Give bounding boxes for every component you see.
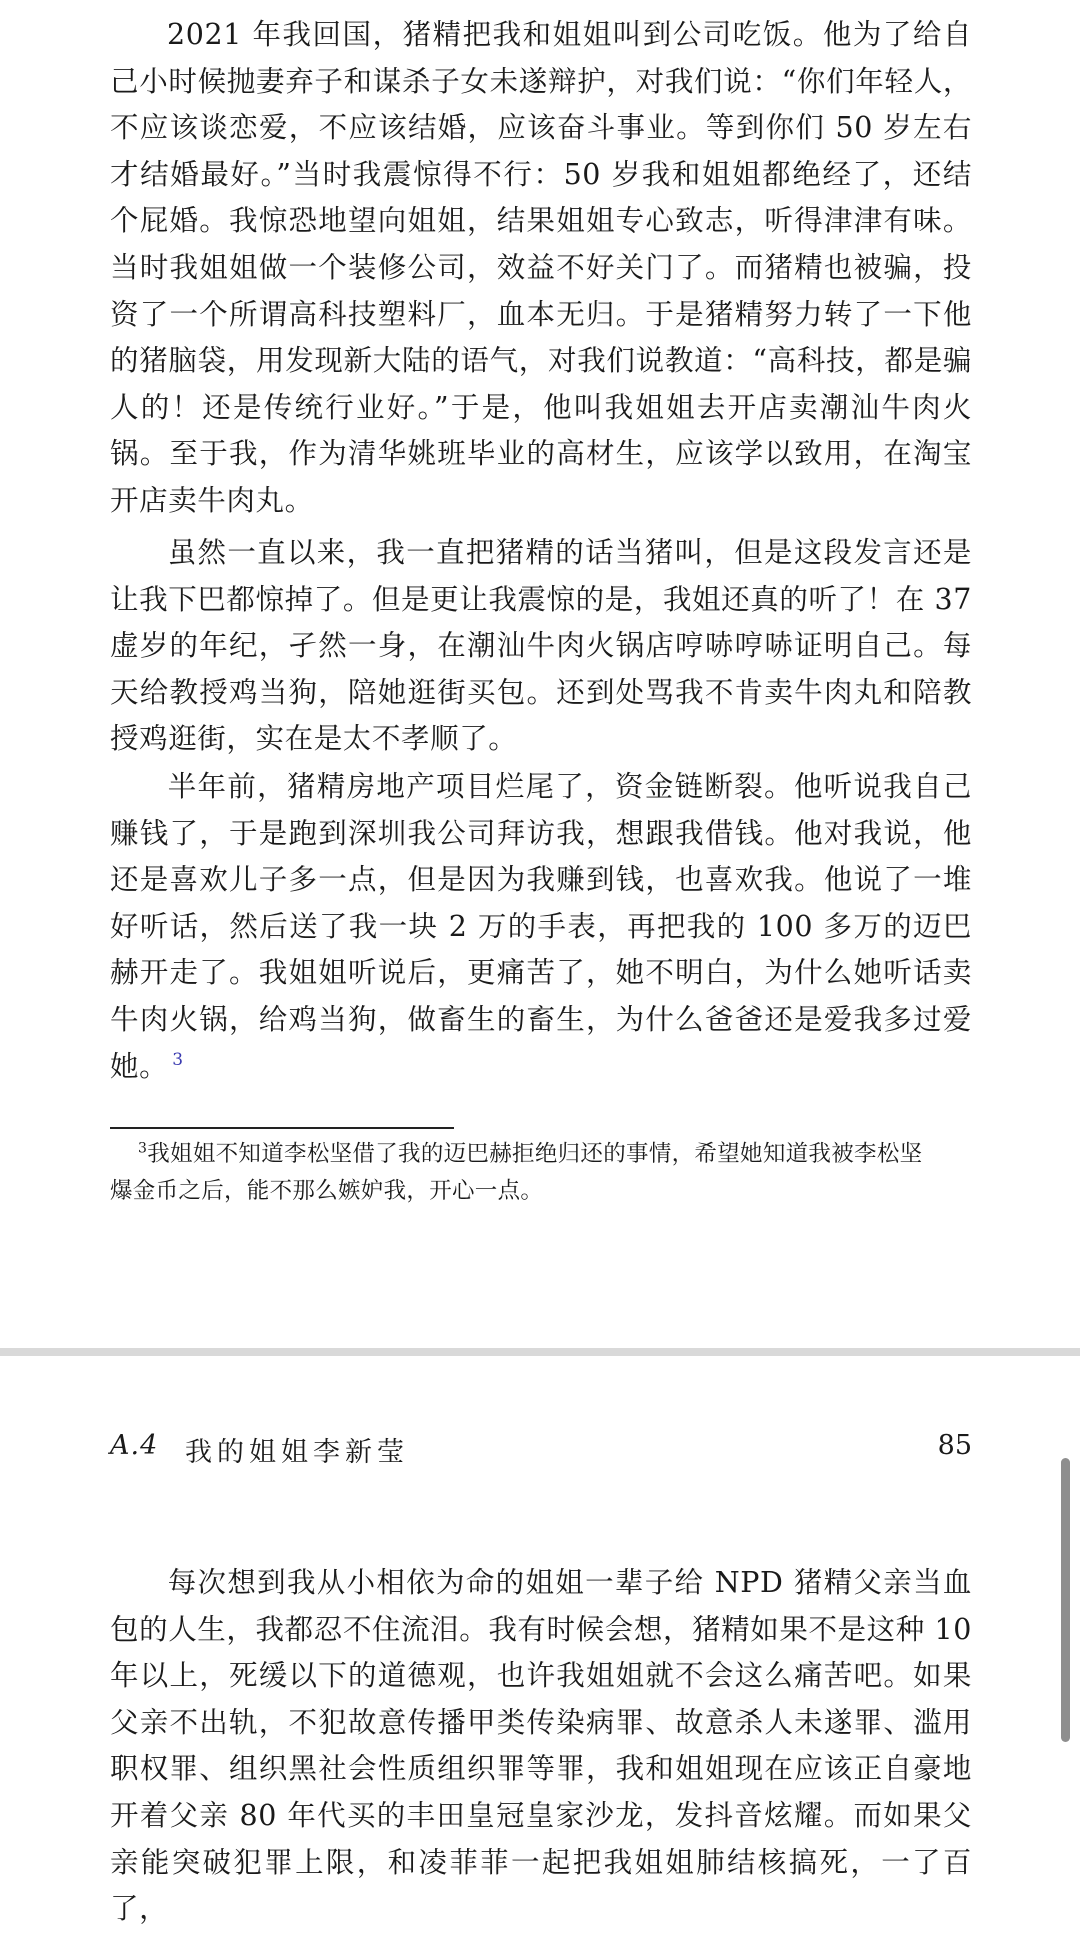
body-paragraph-1	[110, 12, 972, 525]
body-paragraph-3	[110, 764, 972, 1090]
footnote-line-2: 爆金币之后，能不那么嫉妒我，开心一点。	[110, 1178, 544, 1204]
footnote-reference-link[interactable]: 3	[172, 1050, 184, 1071]
paragraph-text: 2021 年我回国，猪精把我和姐姐叫到公司吃饭。他为了给自己小时候抛妻弃子和谋杀子女未遂辩护，对我们说：“你们年轻人，不应该谈恋爱，不应该结婚，应该奋斗事业。等到你们 50 岁左右才结婚最好。”当时我震惊得不行：50 岁我和姐姐都绝经了，还结个屁婚。我惊恐地望向姐姐，结果姐姐专心致志，听得津津有味。当时我姐姐做一个装修公司，效益不好关门了。而猪精也被骗，投资了一个所谓高科技塑料厂，血本无归。于是猪精努力转了一下他的猪脑袋，用发现新大陆的语气，对我们说教道：“高科技，都是骗人的！还是传统行业好。”于是，他叫我姐姐去开店卖潮汕牛肉火锅。至于我，作为清华姚班毕业的高材生，应该学以致用，在淘宝开店卖牛肉丸。	[110, 18, 972, 517]
running-head	[110, 1430, 972, 1466]
paragraph-text: 每次想到我从小相依为命的姐姐一辈子给 NPD 猪精父亲当血包的人生，我都忍不住流泪。我有时候会想，猪精如果不是这种 10 年以上，死缓以下的道德观，也许我姐姐就不会这么痛苦吧。如果父亲不出轨，不犯故意传播甲类传染病罪、故意杀人未遂罪、滥用职权罪、组织黑社会性质组织罪等罪，我和姐姐现在应该正自豪地开着父亲 80 年代买的丰田皇冠皇家沙龙，发抖音炫耀。而如果父亲能突破犯罪上限，和凌菲菲一起把我姐姐肺结核搞死，一了百了，	[110, 1566, 972, 1926]
footnote-divider	[110, 1127, 454, 1129]
footnote-line-1: 我姐姐不知道李松坚借了我的迈巴赫拒绝归还的事情，希望她知道我被李松坚	[147, 1141, 923, 1167]
body-paragraph-2	[110, 530, 972, 763]
footnote-mark: 3	[138, 1140, 148, 1157]
footnote	[110, 1136, 974, 1210]
scrollbar-thumb[interactable]	[1061, 1458, 1070, 1742]
page-separator	[0, 1348, 1080, 1356]
section-title: 我的姐姐李新莹	[185, 1437, 409, 1468]
section-number: A.4	[110, 1430, 159, 1461]
paragraph-text: 半年前，猪精房地产项目烂尾了，资金链断裂。他听说我自己赚钱了，于是跑到深圳我公司拜访我，想跟我借钱。他对我说，他还是喜欢儿子多一点，但是因为我赚到钱，也喜欢我。他说了一堆好听话，然后送了我一块 2 万的手表，再把我的 100 多万的迈巴赫开走了。我姐姐听说后，更痛苦了，她不明白，为什么她听话卖牛肉火锅，给鸡当狗，做畜生的畜生，为什么爸爸还是爱我多过爱她。	[110, 770, 972, 1083]
paragraph-text: 虽然一直以来，我一直把猪精的话当猪叫，但是这段发言还是让我下巴都惊掉了。但是更让我震惊的是，我姐还真的听了！在 37 虚岁的年纪，孑然一身，在潮汕牛肉火锅店哼哧哼哧证明自己。每天给教授鸡当狗，陪她逛街买包。还到处骂我不肯卖牛肉丸和陪教授鸡逛街，实在是太不孝顺了。	[110, 536, 972, 756]
page-number: 85	[937, 1430, 972, 1461]
body-paragraph-4	[110, 1560, 972, 1933]
